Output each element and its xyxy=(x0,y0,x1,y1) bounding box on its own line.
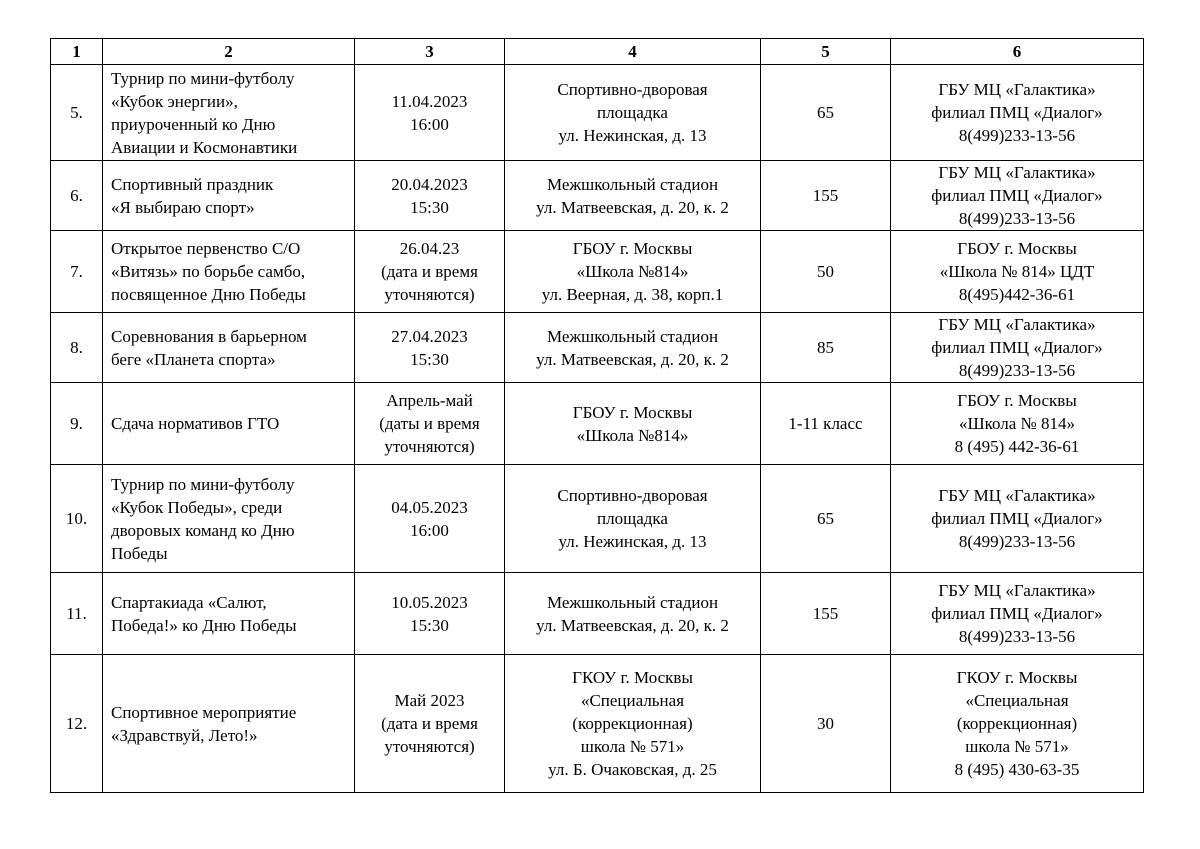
organizer-line: (коррекционная) xyxy=(956,714,1078,733)
col-header-2: 2 xyxy=(103,39,355,65)
event-date-line: 27.04.2023 xyxy=(391,326,468,346)
table-row xyxy=(51,655,1144,793)
organizer-line: 8(495)442-36-61 xyxy=(958,285,1076,304)
event-date-line: Апрель-май xyxy=(386,391,473,410)
event-date-line: Май 2023 xyxy=(394,691,465,710)
event-name-line: «Витязь» по борьбе самбо, xyxy=(111,262,306,281)
organizer-line: филиал ПМЦ «Диалог» xyxy=(931,509,1103,528)
organizer xyxy=(891,231,1144,313)
organizer xyxy=(891,313,1144,383)
event-place xyxy=(505,313,761,383)
event-place-line: ул. Веерная, д. 38, корп.1 xyxy=(541,285,724,304)
organizer xyxy=(891,65,1144,161)
col-header-1: 1 xyxy=(51,39,103,65)
event-place xyxy=(505,655,761,793)
event-place-line: площадка xyxy=(597,509,668,528)
organizer-line: 8(499)233-13-56 xyxy=(958,532,1076,551)
event-date-line: (даты и время xyxy=(379,414,480,433)
organizer-line: ГБОУ г. Москвы xyxy=(957,391,1077,410)
participant-count: 85 xyxy=(761,313,891,383)
event-date-line: 15:30 xyxy=(410,349,449,369)
organizer-line: «Специальная xyxy=(965,691,1069,710)
organizer-line: ГБУ МЦ «Галактика» xyxy=(938,315,1096,334)
event-date xyxy=(355,573,505,655)
participant-count: 50 xyxy=(761,231,891,313)
event-date xyxy=(355,313,505,383)
organizer-line: ГБУ МЦ «Галактика» xyxy=(938,581,1096,600)
organizer-line: филиал ПМЦ «Диалог» xyxy=(931,338,1103,357)
event-name xyxy=(103,65,355,161)
event-place xyxy=(505,465,761,573)
organizer-line: ГКОУ г. Москвы xyxy=(956,668,1078,687)
event-place xyxy=(505,161,761,231)
organizer-line: 8(499)233-13-56 xyxy=(958,209,1076,228)
table-row xyxy=(51,161,1144,231)
event-name xyxy=(103,655,355,793)
participant-count: 155 xyxy=(761,161,891,231)
event-place-line: ул. Нежинская, д. 13 xyxy=(558,126,707,145)
event-name-line: беге «Планета спорта» xyxy=(111,349,276,369)
organizer-line: филиал ПМЦ «Диалог» xyxy=(931,103,1103,122)
table-row xyxy=(51,573,1144,655)
organizer-line: 8 (495) 442-36-61 xyxy=(954,437,1080,456)
event-name xyxy=(103,313,355,383)
event-date-line: 04.05.2023 xyxy=(391,497,468,517)
event-name-line: дворовых команд ко Дню xyxy=(111,520,295,540)
organizer-line: 8 (495) 430-63-35 xyxy=(954,760,1080,779)
event-place-line: ул. Матвеевская, д. 20, к. 2 xyxy=(536,197,729,217)
events-table xyxy=(50,38,1144,793)
event-place-line: (коррекционная) xyxy=(572,714,693,733)
event-name-line: Сдача нормативов ГТО xyxy=(111,414,280,433)
event-name-line: Соревнования в барьерном xyxy=(111,326,307,346)
row-number: 11. xyxy=(51,573,103,655)
event-place-line: ГБОУ г. Москвы xyxy=(572,402,693,422)
organizer xyxy=(891,655,1144,793)
event-date xyxy=(355,161,505,231)
event-place-line: «Специальная xyxy=(580,691,685,710)
event-date xyxy=(355,465,505,573)
event-date-line: уточняются) xyxy=(384,437,475,456)
event-name-line: Турнир по мини-футболу xyxy=(111,474,295,494)
event-name-line: Спортивный праздник xyxy=(111,174,274,194)
event-date-line: 11.04.2023 xyxy=(391,91,468,111)
event-date-line: 26.04.23 xyxy=(399,239,460,258)
event-date xyxy=(355,231,505,313)
event-place-line: ГКОУ г. Москвы xyxy=(572,668,693,687)
event-name-line: посвященное Дню Победы xyxy=(111,285,306,304)
event-name-line: «Я выбираю спорт» xyxy=(111,197,255,217)
document-page xyxy=(50,38,1144,793)
event-date xyxy=(355,383,505,465)
event-place-line: «Школа №814» xyxy=(576,262,689,281)
event-place-line: Межшкольный стадион xyxy=(546,326,719,346)
event-place-line: Межшкольный стадион xyxy=(546,174,719,194)
organizer xyxy=(891,383,1144,465)
organizer-line: ГБУ МЦ «Галактика» xyxy=(938,80,1096,99)
event-name xyxy=(103,161,355,231)
event-place-line: ул. Матвеевская, д. 20, к. 2 xyxy=(536,349,729,369)
header-row xyxy=(51,39,1144,65)
event-date-line: (дата и время xyxy=(381,262,478,281)
table-row xyxy=(51,313,1144,383)
organizer xyxy=(891,573,1144,655)
organizer-line: «Школа № 814» xyxy=(958,414,1076,433)
table-row xyxy=(51,383,1144,465)
participant-count: 1-11 класс xyxy=(761,383,891,465)
event-name-line: Спартакиада «Салют, xyxy=(111,592,267,612)
organizer xyxy=(891,465,1144,573)
organizer-line: филиал ПМЦ «Диалог» xyxy=(931,186,1103,205)
col-header-3: 3 xyxy=(355,39,505,65)
organizer xyxy=(891,161,1144,231)
row-number: 6. xyxy=(51,161,103,231)
event-place-line: ул. Нежинская, д. 13 xyxy=(558,532,707,551)
event-name-line: «Здравствуй, Лето!» xyxy=(111,725,258,745)
organizer-line: 8(499)233-13-56 xyxy=(958,126,1076,145)
event-date xyxy=(355,65,505,161)
event-name xyxy=(103,465,355,573)
event-date-line: уточняются) xyxy=(384,737,475,756)
participant-count: 65 xyxy=(761,65,891,161)
event-name xyxy=(103,573,355,655)
event-name-line: Авиации и Космонавтики xyxy=(111,137,298,157)
event-place-line: площадка xyxy=(597,103,668,122)
organizer-line: ГБУ МЦ «Галактика» xyxy=(938,486,1096,505)
table-row xyxy=(51,231,1144,313)
event-name-line: Турнир по мини-футболу xyxy=(111,68,295,88)
event-date-line: 10.05.2023 xyxy=(391,592,468,612)
col-header-4: 4 xyxy=(505,39,761,65)
participant-count: 65 xyxy=(761,465,891,573)
col-header-5: 5 xyxy=(761,39,891,65)
event-place xyxy=(505,573,761,655)
event-date-line: 16:00 xyxy=(410,520,449,540)
event-place xyxy=(505,383,761,465)
table-body xyxy=(51,65,1144,793)
row-number: 7. xyxy=(51,231,103,313)
organizer-line: ГБОУ г. Москвы xyxy=(957,239,1077,258)
organizer-line: школа № 571» xyxy=(965,737,1069,756)
event-date-line: (дата и время xyxy=(381,714,478,733)
organizer-line: 8(499)233-13-56 xyxy=(958,361,1076,380)
table-row xyxy=(51,65,1144,161)
table-row xyxy=(51,465,1144,573)
event-place-line: Межшкольный стадион xyxy=(546,592,719,612)
event-name xyxy=(103,383,355,465)
row-number: 9. xyxy=(51,383,103,465)
event-date-line: 16:00 xyxy=(410,114,449,134)
event-date-line: 20.04.2023 xyxy=(391,174,468,194)
event-name-line: Победа!» ко Дню Победы xyxy=(111,615,297,635)
event-name-line: приуроченный ко Дню xyxy=(111,114,276,134)
event-name xyxy=(103,231,355,313)
col-header-6: 6 xyxy=(891,39,1144,65)
participant-count: 30 xyxy=(761,655,891,793)
event-place-line: Спортивно-дворовая xyxy=(557,486,708,505)
event-place-line: ГБОУ г. Москвы xyxy=(572,239,693,258)
event-name-line: Спортивное мероприятие xyxy=(111,702,297,722)
event-place xyxy=(505,65,761,161)
event-name-line: «Кубок энергии», xyxy=(111,91,238,111)
organizer-line: ГБУ МЦ «Галактика» xyxy=(938,163,1096,182)
event-date xyxy=(355,655,505,793)
organizer-line: 8(499)233-13-56 xyxy=(958,627,1076,646)
row-number: 5. xyxy=(51,65,103,161)
event-place xyxy=(505,231,761,313)
event-name-line: Открытое первенство С/О xyxy=(111,239,301,258)
row-number: 8. xyxy=(51,313,103,383)
event-date-line: уточняются) xyxy=(384,285,475,304)
row-number: 10. xyxy=(51,465,103,573)
row-number: 12. xyxy=(51,655,103,793)
event-place-line: школа № 571» xyxy=(580,737,685,756)
event-date-line: 15:30 xyxy=(410,197,449,217)
organizer-line: филиал ПМЦ «Диалог» xyxy=(931,604,1103,623)
event-place-line: ул. Б. Очаковская, д. 25 xyxy=(548,760,717,779)
event-name-line: Победы xyxy=(111,543,168,563)
organizer-line: «Школа № 814» ЦДТ xyxy=(939,262,1095,281)
event-place-line: «Школа №814» xyxy=(576,425,689,445)
event-place-line: ул. Матвеевская, д. 20, к. 2 xyxy=(536,615,729,635)
participant-count: 155 xyxy=(761,573,891,655)
event-date-line: 15:30 xyxy=(410,615,449,635)
event-name-line: «Кубок Победы», среди xyxy=(111,497,283,517)
event-place-line: Спортивно-дворовая xyxy=(557,80,708,99)
